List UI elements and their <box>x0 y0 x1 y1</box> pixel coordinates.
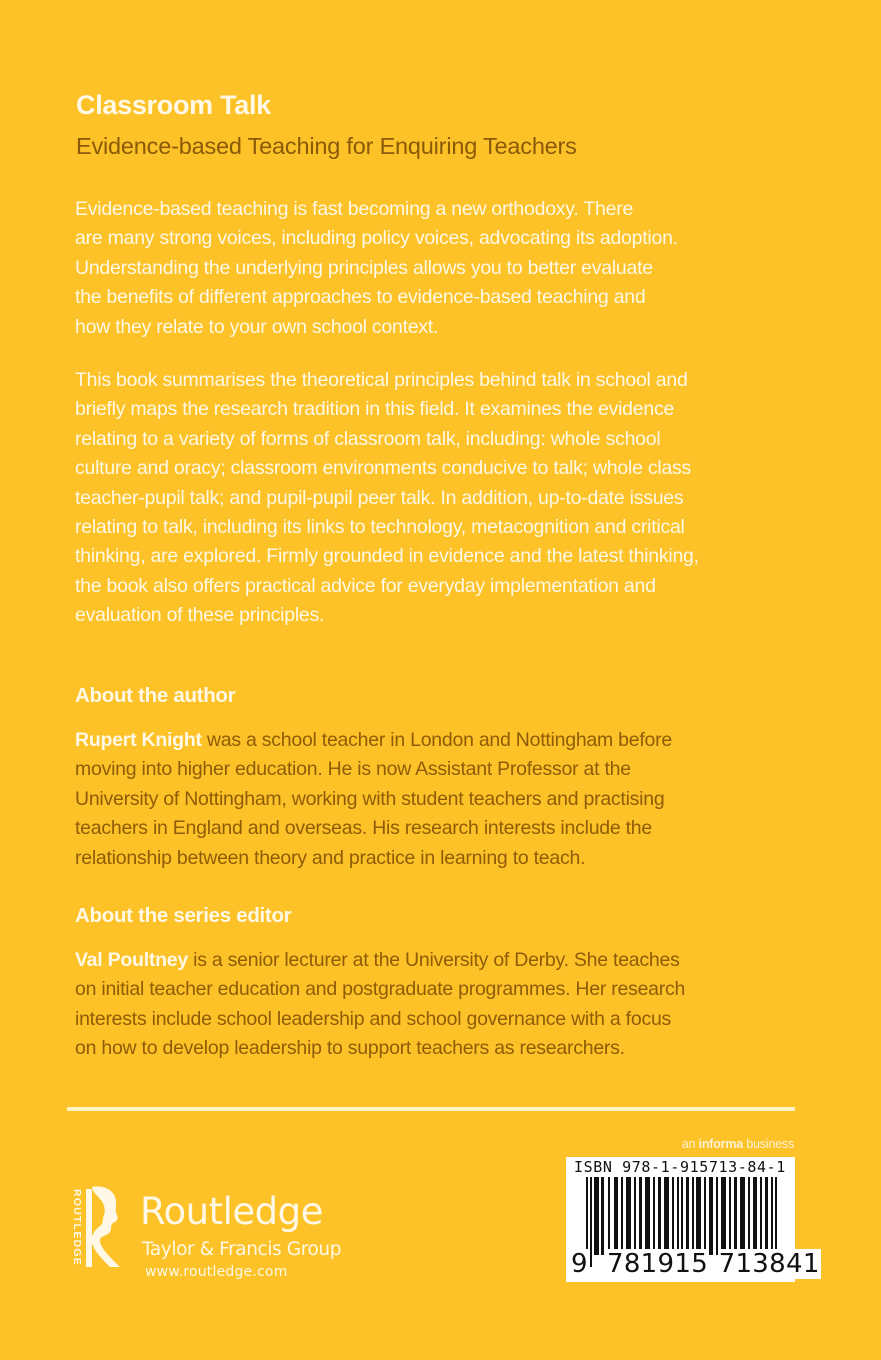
tagline-post: business <box>742 1137 794 1151</box>
barcode-digit-lead: 9 <box>571 1249 588 1279</box>
author-name: Rupert Knight <box>75 729 202 751</box>
author-bio <box>75 726 815 873</box>
blurb-line: the benefits of different approaches to evidence-based teaching and <box>75 286 646 309</box>
book-title: Classroom Talk <box>76 90 271 120</box>
editor-name: Val Poultney <box>75 949 188 971</box>
bio-line: relationship between theory and practice in learning to teach. <box>75 846 586 869</box>
publisher-name: Routledge <box>140 1190 323 1233</box>
blurb-paragraph-1 <box>75 195 810 342</box>
blurb-line: thinking, are explored. Firmly grounded in evidence and the latest thinking, <box>75 545 699 568</box>
publisher-group: Taylor & Francis Group <box>142 1239 342 1260</box>
blurb-line: briefly maps the research tradition in this field. It examines the evidence <box>75 398 675 421</box>
blurb-line: Understanding the underlying principles allows you to better evaluate <box>75 256 653 279</box>
bio-line-rest: was a school teacher in London and Nottingham before <box>201 729 672 751</box>
bio-line-rest: is a senior lecturer at the University of Derby. She teaches <box>187 949 680 971</box>
about-editor-heading: About the series editor <box>75 904 292 927</box>
blurb-line: Evidence-based teaching is fast becoming a new orthodoxy. There <box>75 198 634 220</box>
blurb-line: This book summarises the theoretical principles behind talk in school and <box>75 369 688 391</box>
publisher-url[interactable]: www.routledge.com <box>145 1264 288 1280</box>
blurb-paragraph-2 <box>75 366 810 631</box>
tagline-pre: an <box>681 1137 699 1151</box>
tagline-informa: informa <box>698 1137 743 1151</box>
blurb-line: are many strong voices, including policy voices, advocating its adoption. <box>75 227 678 250</box>
bio-line: interests include school leadership and school governance with a focus <box>75 1007 672 1030</box>
about-author-heading: About the author <box>75 684 236 707</box>
blurb-line: teacher-pupil talk; and pupil-pupil peer talk. In addition, up-to-date issues <box>75 486 684 509</box>
editor-bio <box>75 946 815 1064</box>
bio-line: teachers in England and overseas. His research interests include the <box>75 817 652 840</box>
divider-rule <box>67 1107 795 1111</box>
blurb-line: evaluation of these principles. <box>75 604 325 627</box>
bio-line <box>75 946 815 975</box>
bio-line: moving into higher education. He is now Assistant Professor at the <box>75 758 631 781</box>
blurb-line: how they relate to your own school context. <box>75 315 439 338</box>
informa-tagline <box>682 1137 794 1151</box>
routledge-logo-icon <box>70 1185 130 1270</box>
blurb-line: relating to a variety of forms of classroom talk, including: whole school <box>75 427 661 450</box>
bio-line: on how to develop leadership to support teachers as researchers. <box>75 1037 625 1060</box>
svg-text:ROUTLEDGE: ROUTLEDGE <box>71 1189 83 1265</box>
book-subtitle: Evidence-based Teaching for Enquiring Teachers <box>76 133 577 159</box>
bio-line <box>75 726 815 755</box>
blurb-line: culture and oracy; classroom environments conducive to talk; whole class <box>75 457 692 480</box>
barcode-digits-group-2: 713841 <box>718 1249 820 1279</box>
bio-line: on initial teacher education and postgraduate programmes. Her research <box>75 978 686 1001</box>
isbn-barcode <box>566 1157 820 1282</box>
barcode-digits <box>570 1249 821 1279</box>
bio-line: University of Nottingham, working with student teachers and practising <box>75 787 665 810</box>
barcode-digits-group-1: 781915 <box>606 1249 709 1279</box>
blurb-line: relating to talk, including its links to technology, metacognition and critical <box>75 516 685 539</box>
blurb-line: the book also offers practical advice for everyday implementation and <box>75 574 656 597</box>
isbn-label: ISBN 978-1-915713-84-1 <box>574 1158 786 1176</box>
